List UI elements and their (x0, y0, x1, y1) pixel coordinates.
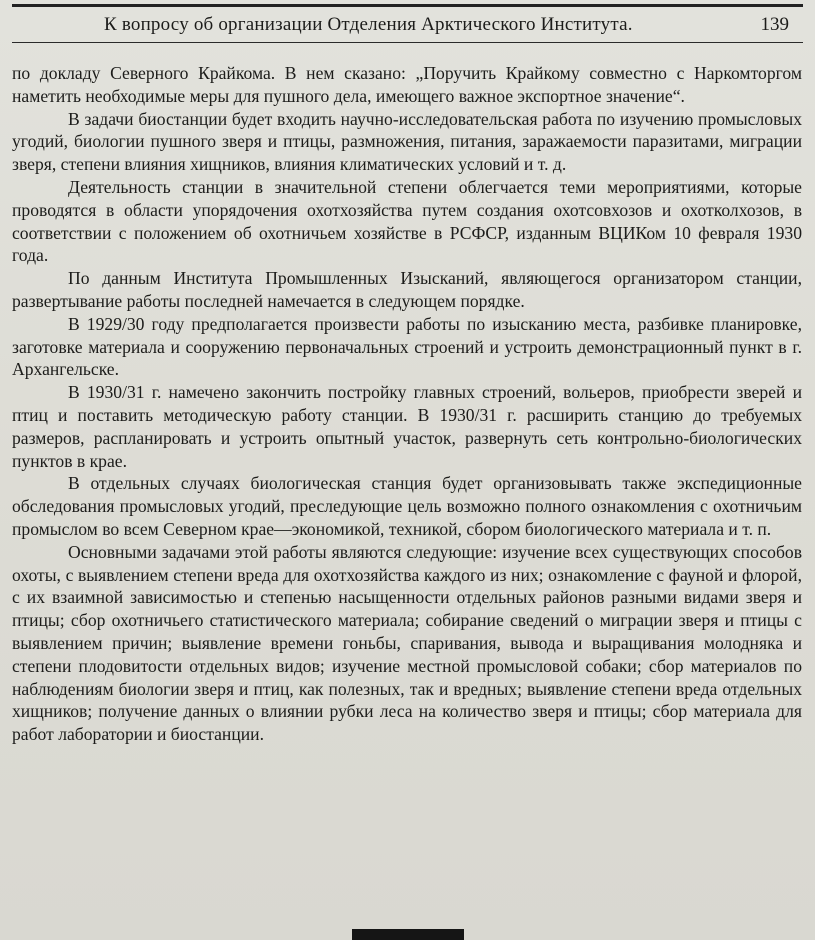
page-number: 139 (760, 14, 789, 35)
body-text (12, 62, 802, 746)
paragraph-institute-data: По данным Института Промышленных Изысканий, являющегося организатором станции, развертывание работы последней намечается в следующем порядке. (12, 268, 802, 311)
paragraph-main-tasks: Основными задачами этой работы являются следующие: изучение всех существующих способов охоты, с выявлением степени вреда для охотхозяйства каждого из них; ознакомление с фауной и флорой, с их взаимной зависимостью и степенью насыщенности отдельных районов разными видами зверя и птицы; сбор охотничьего статистического материала; собирание сведений о миграции зверя и птицы с выявлением причин; выявление времени гоньбы, спаривания, вывода и выращивания молодняка и степени плодовитости отдельных видов; изучение местной промысловой собаки; сбор материалов по наблюдениям биологии зверя и птиц, как полезных, так и вредных; выявление степени вреда отдельных хищников; получение данных о влиянии рубки леса на количество зверя и птицы; сбор материала для работ лаборатории и биостанции. (12, 541, 802, 745)
paragraph-continued: по докладу Северного Крайкома. В нем сказано: „Поручить Крайкому совместно с Наркомторгом наметить необходимые меры для пушного дела, имеющего важное экспортное значение“. (12, 63, 802, 106)
paragraph-expeditions: В отдельных случаях биологическая станция будет организовывать также экспедиционные обследования промысловых угодий, преследующие цель возможно полного ознакомления с охотничьим промыслом во всем Северном крае—экономикой, техникой, сбором биологического материала и т. п. (12, 473, 802, 539)
top-rule (12, 4, 803, 7)
running-head (12, 8, 803, 43)
paragraph-1929-30-plan: В 1929/30 году предполагается произвести работы по изысканию места, разбивке планировке, заготовке материала и сооружению первоначальных строений и устроить демонстрационный пункт в г. Архангельске. (12, 313, 802, 380)
paragraph-1930-31-plan: В 1930/31 г. намечено закончить постройку главных строений, вольеров, приобрести зверей и птиц и поставить методическую работу станции. В 1930/31 г. расширить станцию до требуемых размеров, распланировать и устроить опытный участок, развернуть сеть контрольно-биологических пунктов в крае. (12, 382, 802, 471)
running-title: К вопросу об организации Отделения Арктического Института. (104, 14, 633, 35)
footer-mark (352, 929, 464, 940)
paragraph-biostation-tasks: В задачи биостанции будет входить научно-исследовательская работа по изучению промысловых угодий, биологии пушного зверя и птицы, размножения, питания, заражаемости паразитами, миграции зверя, степени влияния хищников, влияния климатических условий и т. д. (12, 108, 802, 175)
paragraph-station-activity: Деятельность станции в значительной степени облегчается теми мероприятиями, которые проводятся в области упорядочения охотхозяйства путем создания охотсовхозов и охотколхозов, в соответствии с положением об охотничьем хозяйстве в РСФСР, изданным ВЦИКом 10 февраля 1930 года. (12, 176, 802, 266)
